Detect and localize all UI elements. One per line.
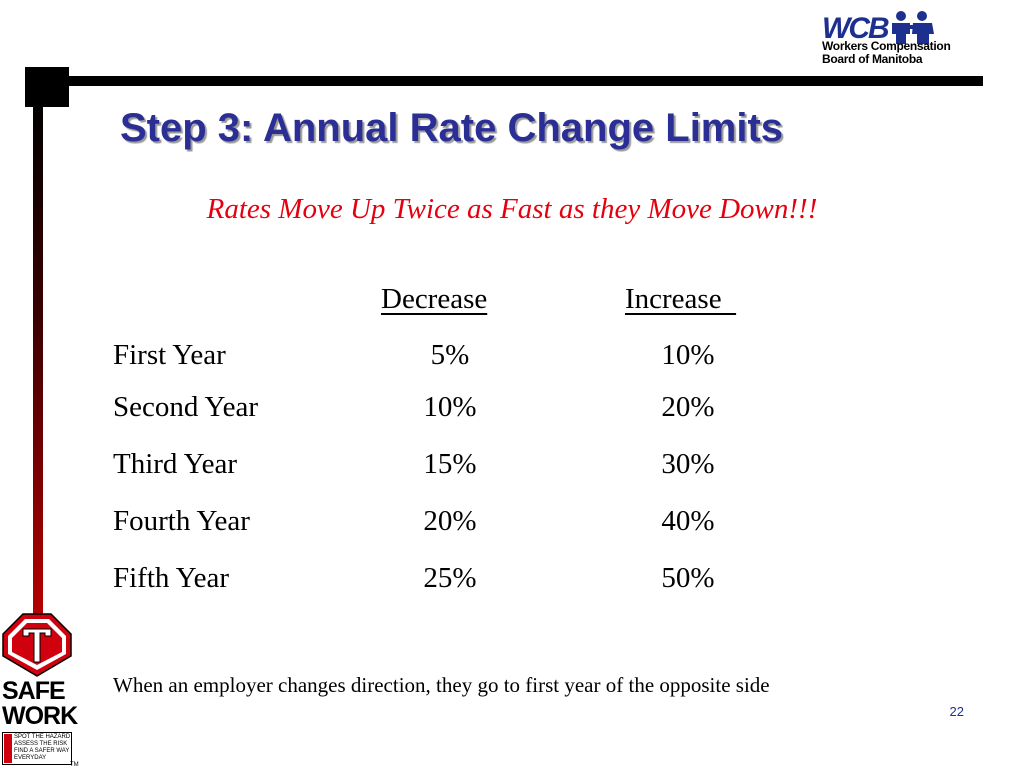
- top-rule: [25, 76, 983, 86]
- increase-value: 10%: [661, 339, 715, 371]
- safe-color-strip: [4, 734, 12, 763]
- safe-word: SAFE: [2, 677, 65, 705]
- tagline-line: ASSESS THE RISK: [14, 741, 68, 747]
- slide-subtitle: Rates Move Up Twice as Fast as they Move Down!!!: [206, 193, 818, 225]
- row-label: Fifth Year: [113, 562, 230, 594]
- increase-value: 20%: [661, 391, 715, 423]
- increase-value: 50%: [661, 562, 715, 594]
- safe-work-logo: [0, 612, 78, 768]
- decrease-value: 15%: [423, 448, 477, 480]
- corner-square: [25, 67, 69, 107]
- increase-column-header: Increase: [625, 283, 737, 315]
- decrease-value: 10%: [423, 391, 477, 423]
- row-label: Third Year: [113, 448, 238, 480]
- safe-tagline: [14, 734, 70, 762]
- wcb-abbrev: WCB: [822, 12, 888, 45]
- hammer-octagon-icon: [1, 612, 73, 678]
- side-rule: [33, 100, 43, 640]
- wcb-name-line2: Board of Manitoba: [822, 52, 923, 66]
- row-label: Second Year: [113, 391, 258, 423]
- tagline-line: FIND A SAFER WAY: [14, 748, 70, 754]
- trademark-mark: TM: [70, 762, 79, 768]
- decrease-column-header: Decrease: [381, 283, 488, 315]
- page-number: 22: [949, 704, 964, 719]
- wcb-full-name: [822, 40, 950, 66]
- wcb-logo: [820, 10, 980, 72]
- increase-value: 40%: [661, 505, 715, 537]
- row-label: First Year: [113, 339, 226, 371]
- work-word: WORK: [2, 702, 78, 730]
- safe-tagline-box: [2, 732, 72, 765]
- wcb-name-line1: Workers Compensation: [822, 39, 951, 53]
- decrease-value: 25%: [423, 562, 477, 594]
- row-label: Fourth Year: [113, 505, 250, 537]
- tagline-line: EVERYDAY: [14, 755, 47, 761]
- decrease-value: 5%: [430, 339, 470, 371]
- footnote: When an employer changes direction, they go to first year of the opposite side: [113, 673, 770, 697]
- decrease-value: 20%: [423, 505, 477, 537]
- increase-value: 30%: [661, 448, 715, 480]
- slide-title: Step 3: Annual Rate Change Limits: [120, 106, 784, 150]
- tagline-line: SPOT THE HAZARD: [14, 734, 71, 740]
